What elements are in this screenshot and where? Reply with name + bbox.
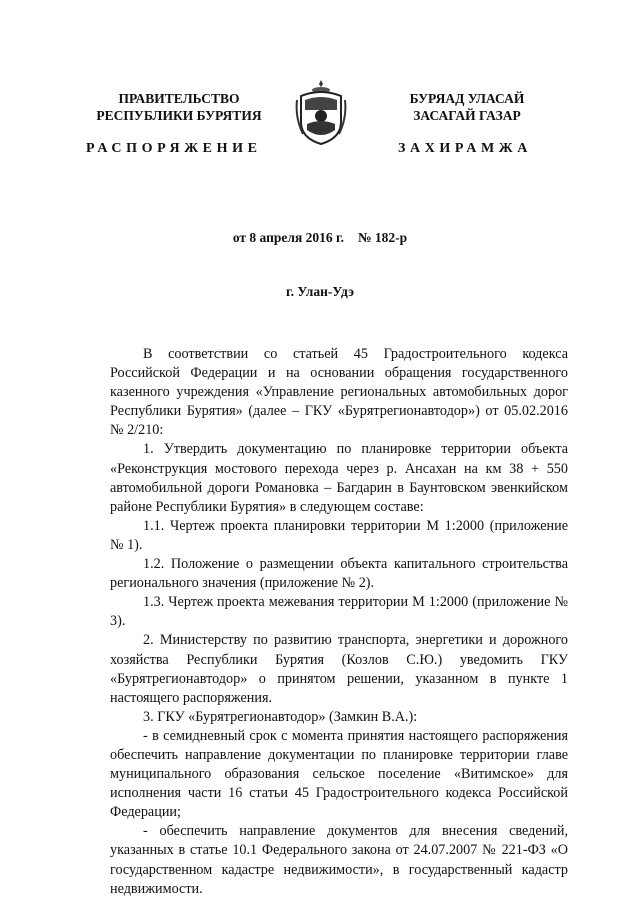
body-paragraph: 1.2. Положение о размещении объекта капитального строительства регионального значения (приложение № 2). (110, 556, 568, 592)
body-paragraph: 1.1. Чертеж проекта планировки территории М 1:2000 (приложение № 1). (110, 517, 568, 553)
body-paragraph: - обеспечить направление документов для внесения сведений, указанных в статье 10.1 Федерального закона от 24.07.2007 № 221-ФЗ «О государственном кадастре недвижимости», в государственный кадастр недвижимости. (110, 823, 568, 897)
document-date: от 8 апреля 2016 г. (232, 230, 344, 245)
body-paragraph: 1. Утвердить документацию по планировке территории объекта «Реконструкция мостового перехода через р. Ансахан на км 38 + 550 автомобильной дороги Романовка – Багдарин в Баунтовском эвенкийском районе Республики Бурятия» в следующем составе: (110, 441, 568, 515)
doc-type-russian: РАСПОРЯЖЕНИЕ (86, 141, 262, 156)
issuer-line-1: ПРАВИТЕЛЬСТВО (118, 91, 240, 106)
issuer-russian (84, 90, 274, 124)
date-number-line (0, 230, 640, 246)
document-body (110, 345, 568, 899)
body-paragraph: 1.3. Чертеж проекта межевания территории М 1:2000 (приложение № 3). (110, 594, 568, 630)
body-paragraph: В соответствии со статьей 45 Градостроительного кодекса Российской Федерации и на основании обращения государственного казенного учреждения «Управление региональных автомобильных дорог Республики Бурятия» (далее – ГКУ «Бурятрегионавтодор») от 05.02.2016 № 2/210: (110, 346, 568, 439)
issuer-line-2: РЕСПУБЛИКИ БУРЯТИЯ (96, 108, 262, 123)
issuer-buryat-line-2: ЗАСАГАЙ ГАЗАР (413, 108, 521, 123)
body-paragraph: - в семидневный срок с момента принятия настоящего распоряжения обеспечить направление документации по планировке территории главе муниципального образования сельское поселение «Витимское» для исполнения части 16 статьи 45 Градостроительного кодекса Российской Федерации; (110, 727, 568, 821)
coat-of-arms-icon (293, 78, 349, 146)
document-number: № 182-р (357, 230, 408, 245)
issuer-buryat-line-1: БУРЯАД УЛАСАЙ (409, 91, 525, 106)
body-paragraph: 3. ГКУ «Бурятрегионавтодор» (Замкин В.А.): (143, 708, 418, 725)
document-city: г. Улан-Удэ (286, 284, 354, 299)
body-paragraph: 2. Министерству по развитию транспорта, энергетики и дорожного хозяйства Республики Бурятия (Козлов С.Ю.) уведомить ГКУ «Бурятрегионавтодор» о принятом решении, указанном в пункте 1 настоящего распоряжения. (110, 632, 568, 706)
issuer-buryat (372, 90, 562, 124)
doc-type-buryat: ЗАХИРАМЖА (398, 141, 532, 156)
